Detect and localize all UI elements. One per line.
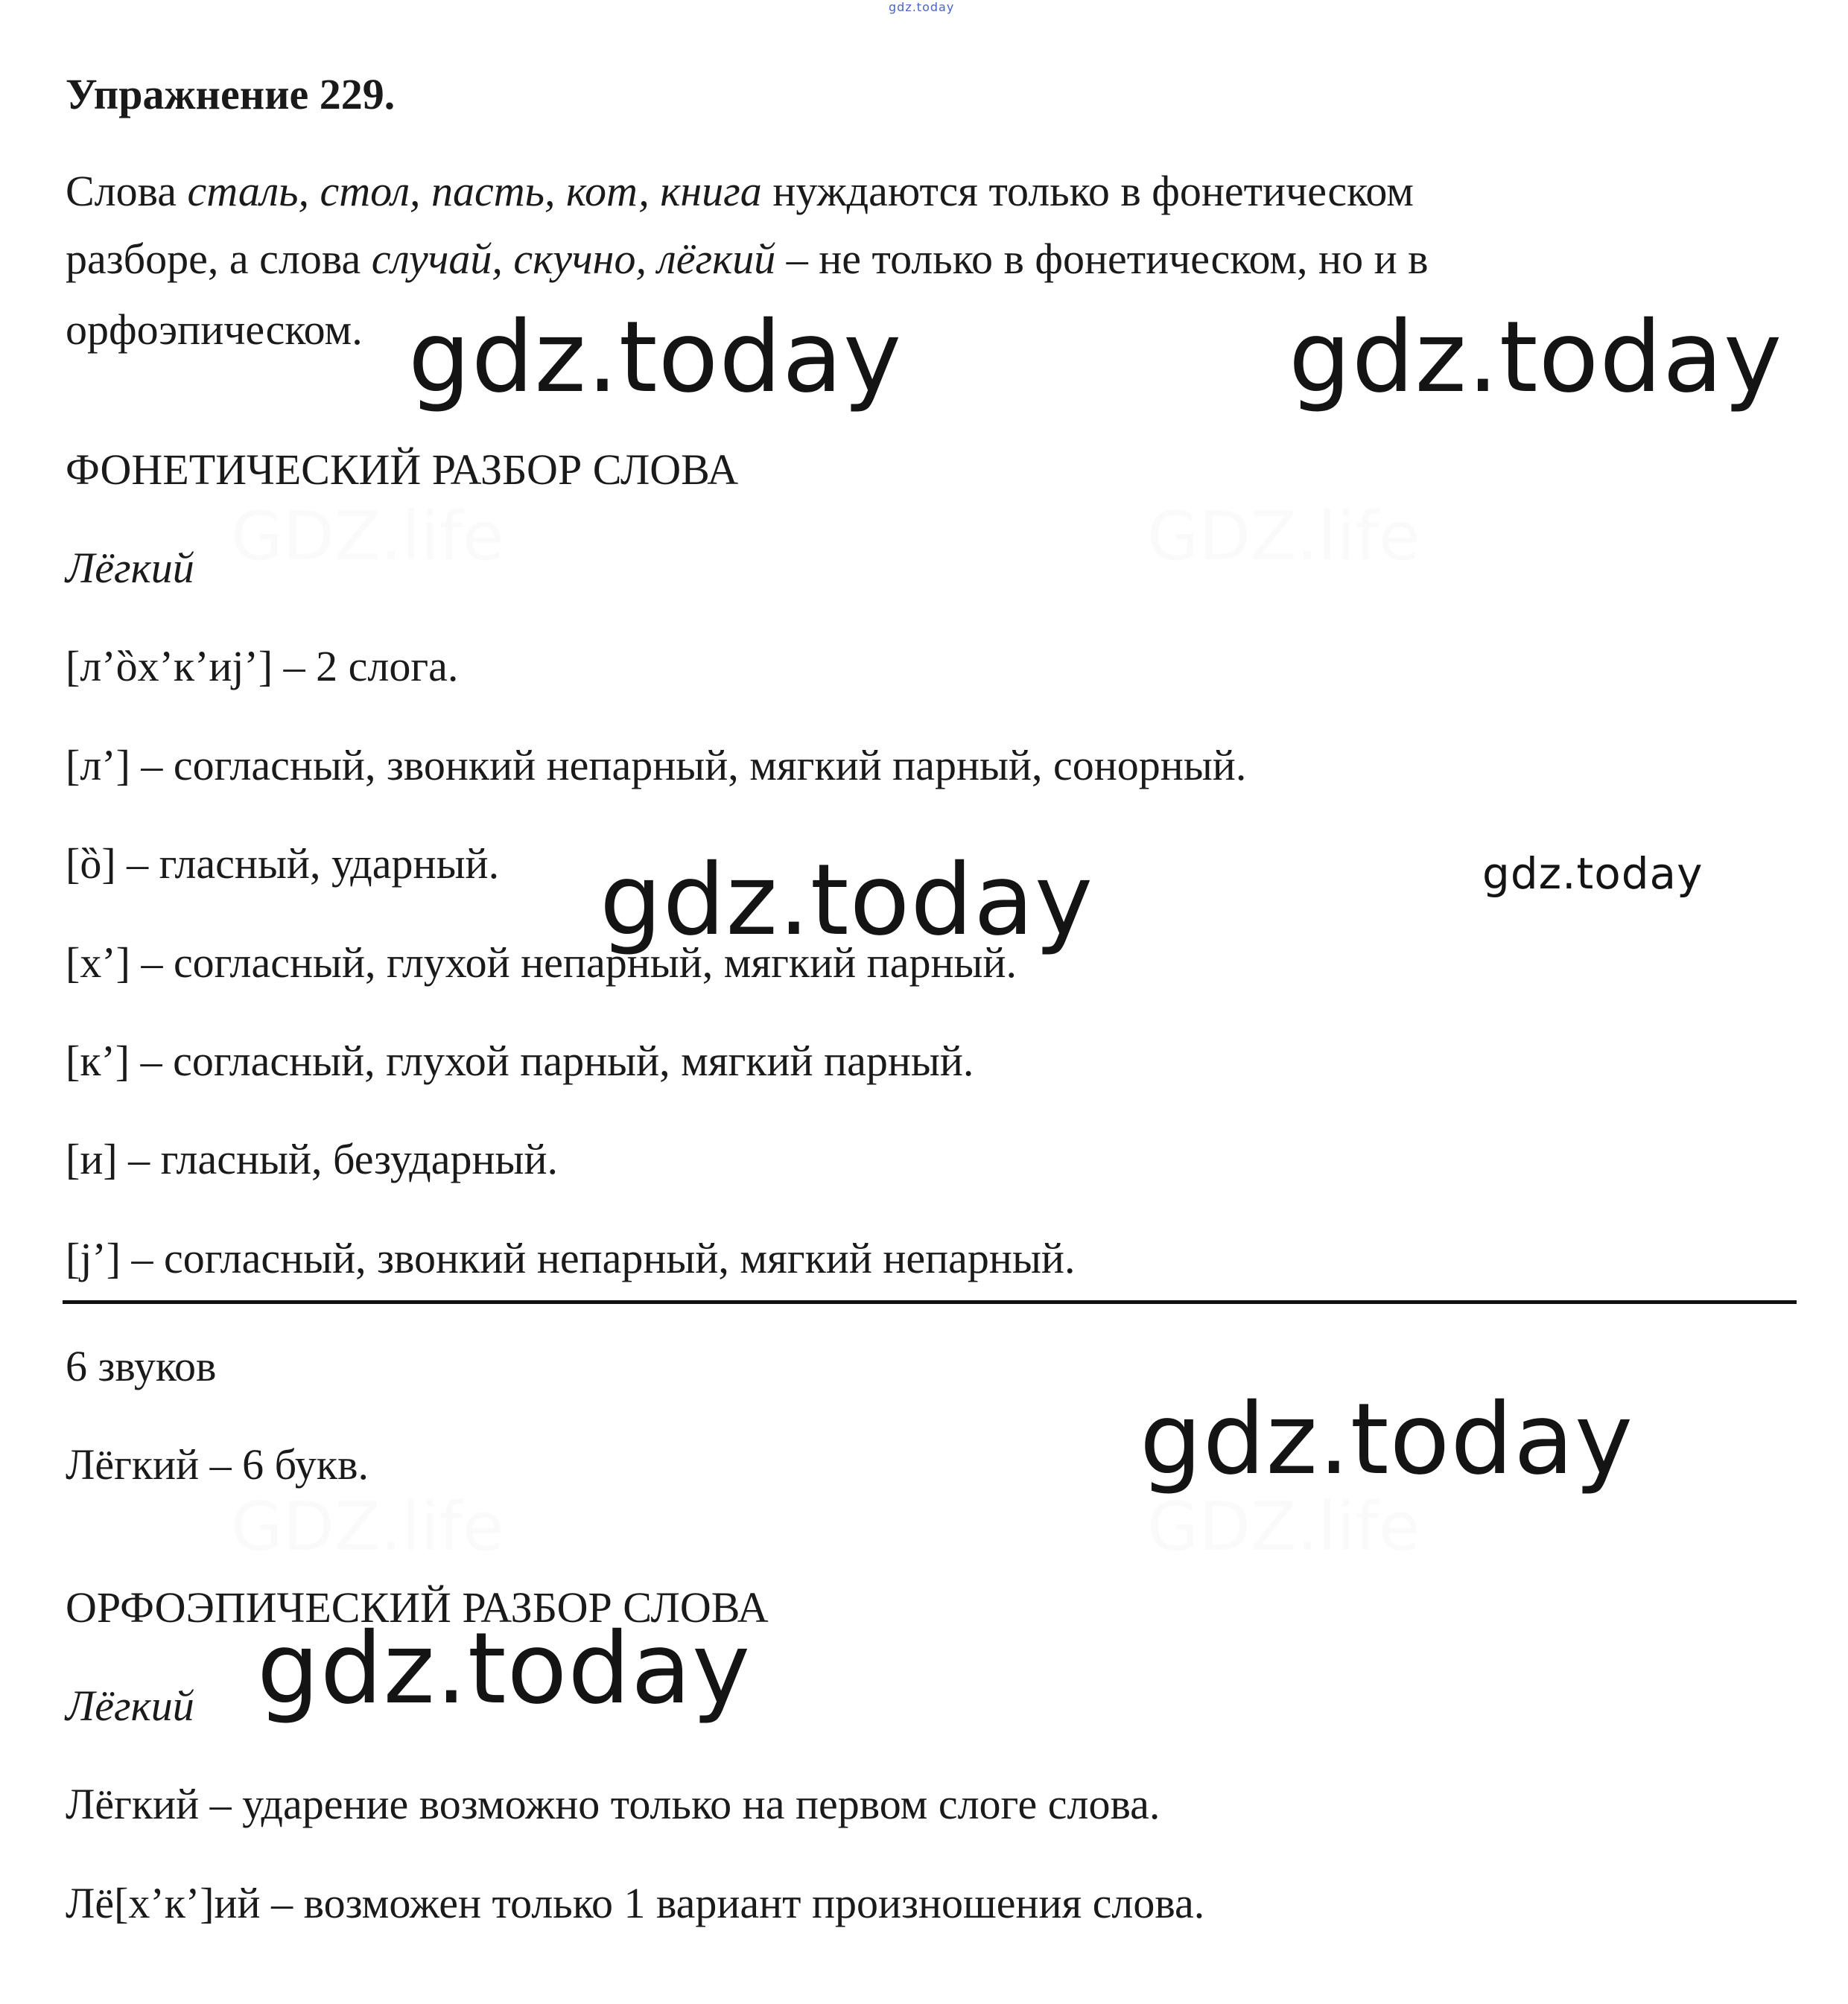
transcription: [л’ȍх’к’иj’] – 2 слога.: [66, 642, 459, 690]
intro-line-2: разборе, а слова случай, скучно, лёгкий – не только в фонетическом, но и в: [66, 235, 1429, 283]
orthoepic-heading: ОРФОЭПИЧЕСКИЙ РАЗБОР СЛОВА: [66, 1583, 769, 1632]
orthoepic-word: Лёгкий: [66, 1682, 194, 1730]
exercise-title: Упражнение 229.: [66, 70, 396, 118]
top-watermark: gdz.today: [889, 0, 955, 14]
sound-line: [и] – гласный, безударный.: [66, 1135, 559, 1183]
sound-line: [х’] – согласный, глухой непарный, мягкий парный.: [66, 938, 1017, 987]
sound-line: [ȍ] – гласный, ударный.: [66, 839, 500, 888]
sound-line: [j’] – согласный, звонкий непарный, мягкий непарный.: [66, 1234, 1076, 1282]
brand-watermark: gdz.today: [408, 300, 903, 415]
faint-watermark: GDZ.life: [1147, 1488, 1420, 1566]
letter-count: Лёгкий – 6 букв.: [66, 1440, 369, 1489]
sound-count: 6 звуков: [66, 1342, 217, 1390]
brand-watermark: gdz.today: [1482, 848, 1703, 899]
orthoepic-line: Лёгкий – ударение возможно только на первом слоге слова.: [66, 1780, 1160, 1828]
divider: [63, 1300, 1797, 1304]
brand-watermark: gdz.today: [600, 843, 1094, 958]
intro-words-1: сталь, стол, пасть, кот, книга: [187, 167, 762, 215]
orthoepic-line: Лё[х’к’]ий – возможен только 1 вариант произношения слова.: [66, 1879, 1205, 1927]
sound-line: [к’] – согласный, глухой парный, мягкий парный.: [66, 1037, 974, 1085]
intro-words-2: случай, скучно, лёгкий: [371, 235, 776, 283]
phonetic-word: Лёгкий: [66, 544, 194, 592]
phonetic-heading: ФОНЕТИЧЕСКИЙ РАЗБОР СЛОВА: [66, 445, 739, 494]
brand-watermark: gdz.today: [1289, 300, 1783, 415]
intro-line-1: Слова сталь, стол, пасть, кот, книга нуждаются только в фонетическом: [66, 167, 1414, 215]
brand-watermark: gdz.today: [1140, 1382, 1634, 1497]
sound-line: [л’] – согласный, звонкий непарный, мягкий парный, сонорный.: [66, 741, 1247, 789]
brand-watermark: gdz.today: [257, 1612, 752, 1726]
intro-line-3: орфоэпическом.: [66, 305, 363, 354]
faint-watermark: GDZ.life: [231, 497, 504, 576]
faint-watermark: GDZ.life: [1147, 497, 1420, 576]
faint-watermark: GDZ.life: [231, 1488, 504, 1566]
